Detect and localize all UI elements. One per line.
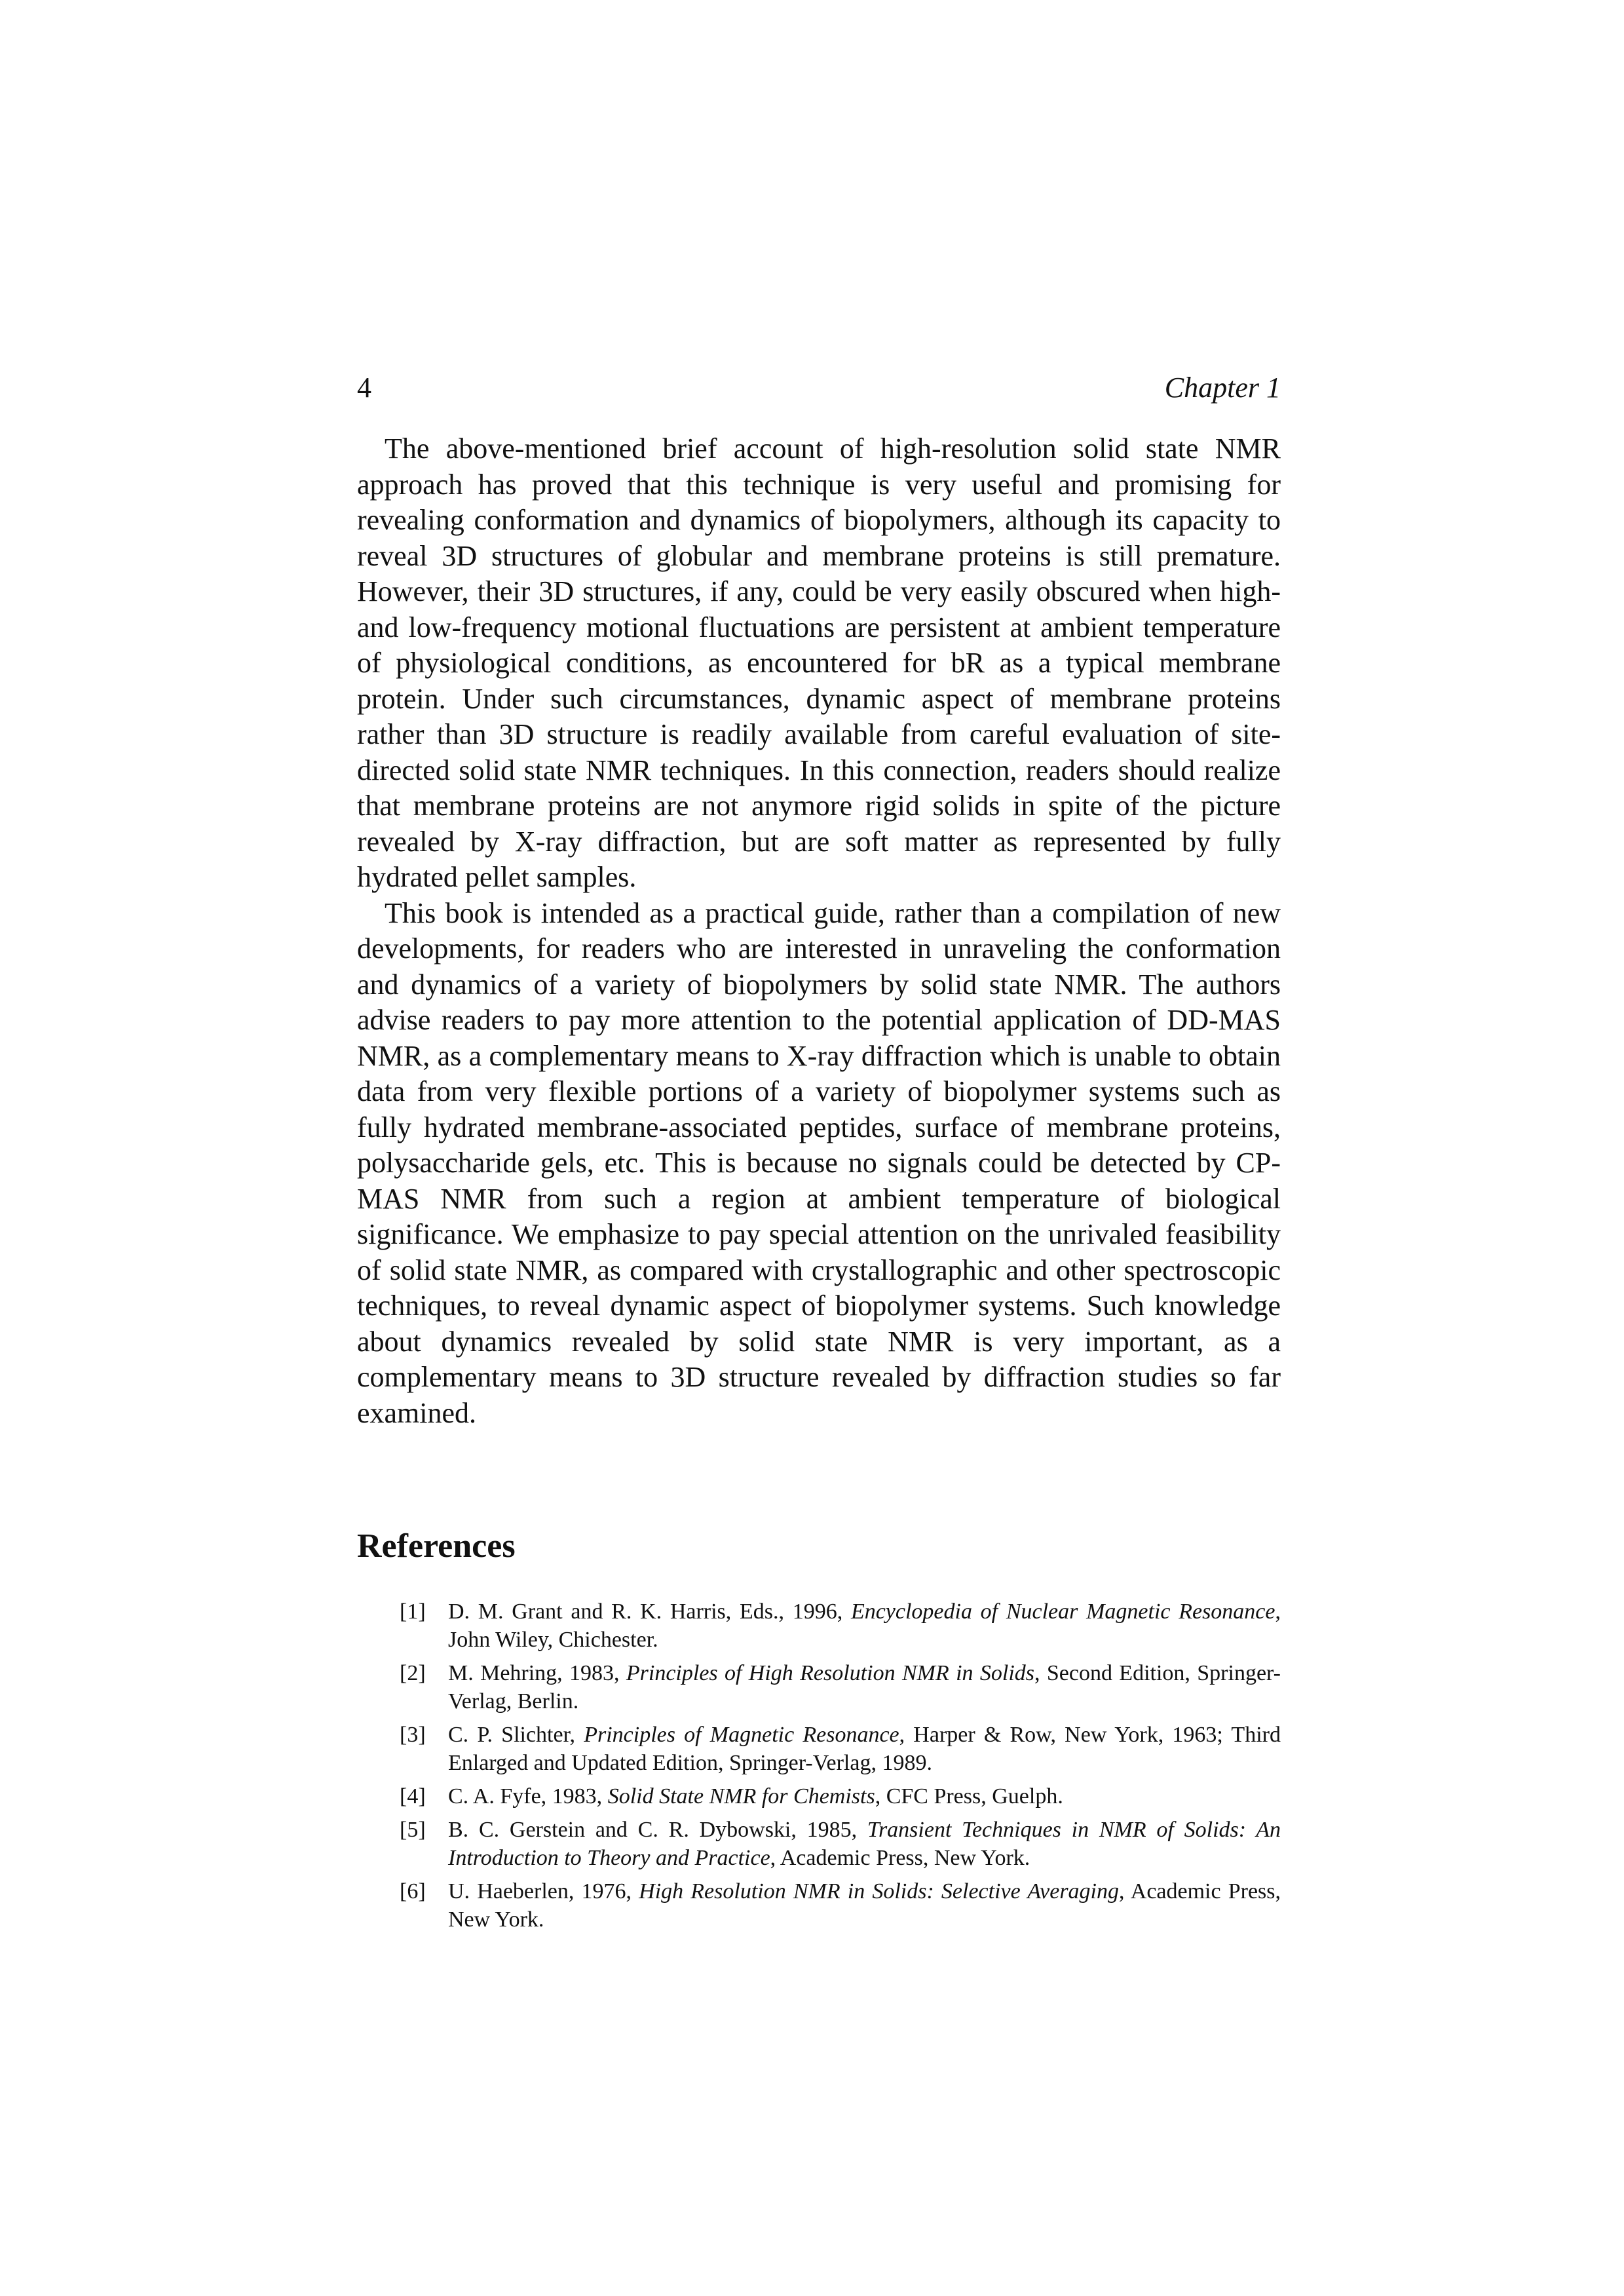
reference-number: [1]: [400, 1599, 426, 1624]
reference-item: [400, 1721, 1281, 1777]
reference-authors: M. Mehring, 1983,: [448, 1661, 626, 1685]
reference-item: [400, 1598, 1281, 1654]
paragraph: This book is intended as a practical guide, rather than a compilation of new developments, for readers who are interested in unraveling the conformation and dynamics of a variety of biopolymers by solid state NMR. The authors advise readers to pay more attention to the potential application of DD-MAS NMR, as a complementary means to X-ray diffraction which is unable to obtain data from very flexible portions of a variety of biopolymer systems such as fully hydrated membrane-associated peptides, surface of membrane proteins, polysaccharide gels, etc. This is because no signals could be detected by CP-MAS NMR from such a region at ambient temperature of biological significance. We emphasize to pay special attention on the unrivaled feasibility of solid state NMR, as compared with crystallographic and other spectroscopic techniques, to reveal dynamic aspect of biopolymer systems. Such knowledge about dynamics revealed by solid state NMR is very important, as a complementary means to 3D structure revealed by diffraction studies so far examined.: [357, 896, 1281, 1429]
references-list: [400, 1598, 1281, 1939]
references-heading: References: [357, 1527, 516, 1565]
reference-publisher: , Academic Press, New York.: [770, 1846, 1030, 1870]
reference-authors: B. C. Gerstein and C. R. Dybowski, 1985,: [448, 1818, 867, 1842]
reference-title: Principles of High Resolution NMR in Solids: [626, 1661, 1034, 1685]
reference-authors: C. P. Slichter,: [448, 1723, 584, 1747]
reference-publisher: , Second Edition, Springer-Verlag, Berlin.: [448, 1661, 1281, 1713]
reference-title: Solid State NMR for Chemists: [607, 1784, 875, 1808]
page-number: 4: [357, 372, 371, 404]
reference-publisher: , CFC Press, Guelph.: [875, 1784, 1063, 1808]
reference-item: [400, 1782, 1281, 1810]
reference-authors: U. Haeberlen, 1976,: [448, 1879, 639, 1904]
reference-title: Transient Techniques in NMR of Solids: An Introduction to Theory and Practice: [448, 1818, 1281, 1870]
reference-publisher: , John Wiley, Chichester.: [448, 1599, 1281, 1652]
reference-title: Encyclopedia of Nuclear Magnetic Resonance: [850, 1599, 1275, 1624]
reference-title: Principles of Magnetic Resonance: [584, 1723, 899, 1747]
reference-publisher: , Academic Press, New York.: [448, 1879, 1281, 1932]
reference-title: High Resolution NMR in Solids: Selective Averaging: [639, 1879, 1119, 1904]
chapter-label: Chapter 1: [1164, 372, 1281, 404]
reference-authors: D. M. Grant and R. K. Harris, Eds., 1996,: [448, 1599, 851, 1624]
reference-number: [4]: [400, 1784, 426, 1808]
reference-number: [3]: [400, 1723, 426, 1747]
reference-number: [5]: [400, 1818, 426, 1842]
reference-authors: C. A. Fyfe, 1983,: [448, 1784, 608, 1808]
paragraph: The above-mentioned brief account of high-resolution solid state NMR approach has proved that this technique is very useful and promising for revealing conformation and dynamics of biopolymers, although its capacity to reveal 3D structures of globular and membrane proteins is still premature. However, their 3D structures, if any, could be very easily obscured when high- and low-frequency motional fluctuations are persistent at ambient temperature of physiological conditions, as encountered for bR as a typical membrane protein. Under such circumstances, dynamic aspect of membrane proteins rather than 3D structure is readily available from careful evaluation of site-directed solid state NMR techniques. In this connection, readers should realize that membrane proteins are not anymore rigid solids in spite of the picture revealed by X-ray diffraction, but are soft matter as represented by fully hydrated pellet samples.: [357, 432, 1281, 893]
reference-number: [2]: [400, 1661, 426, 1685]
reference-item: [400, 1659, 1281, 1715]
body-text: [357, 431, 1281, 1431]
reference-number: [6]: [400, 1879, 426, 1904]
reference-publisher: , Harper & Row, New York, 1963; Third Enlarged and Updated Edition, Springer-Verlag, 1989.: [448, 1723, 1281, 1775]
reference-item: [400, 1877, 1281, 1934]
page-header: [357, 368, 1281, 408]
reference-item: [400, 1816, 1281, 1872]
